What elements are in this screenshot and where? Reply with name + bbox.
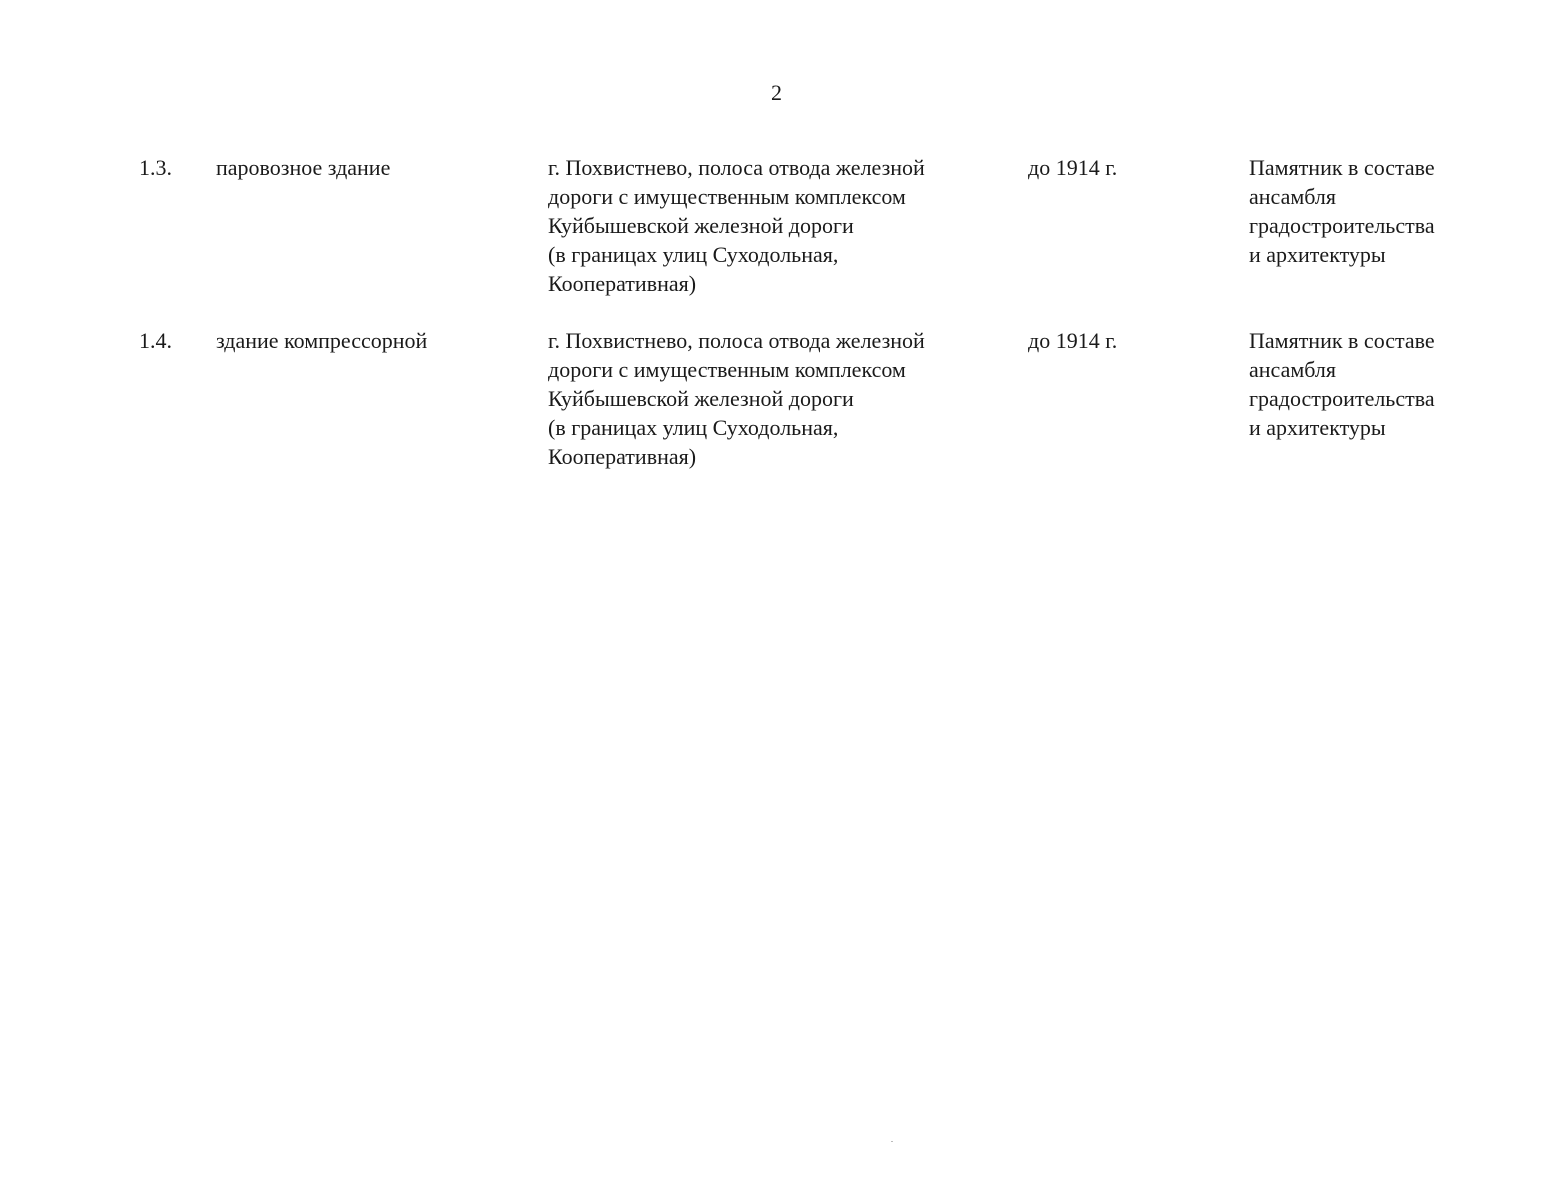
- address-line: дороги с имущественным комплексом: [548, 184, 906, 209]
- address-line: Кооперативная): [548, 444, 697, 469]
- object-date: до 1914 г.: [1028, 328, 1118, 353]
- category-line: ансамбля: [1249, 184, 1337, 209]
- address-line: г. Похвистнево, полоса отвода железной: [548, 155, 925, 180]
- page-number: 2: [771, 80, 782, 105]
- category-line: и архитектуры: [1249, 242, 1386, 267]
- object-address: [548, 153, 1008, 298]
- address-line: Куйбышевской железной дороги: [548, 213, 854, 238]
- object-category: [1249, 153, 1539, 269]
- address-line: Кооперативная): [548, 271, 697, 296]
- category-line: Памятник в составе: [1249, 328, 1435, 353]
- category-line: Памятник в составе: [1249, 155, 1435, 180]
- object-address: [548, 326, 1008, 471]
- object-name: здание компрессорной: [216, 328, 428, 353]
- object-date: до 1914 г.: [1028, 155, 1118, 180]
- category-line: градостроительства: [1249, 386, 1435, 411]
- category-line: ансамбля: [1249, 357, 1337, 382]
- scan-speck: [891, 1141, 893, 1142]
- address-line: дороги с имущественным комплексом: [548, 357, 906, 382]
- address-line: (в границах улиц Суходольная,: [548, 415, 839, 440]
- address-line: (в границах улиц Суходольная,: [548, 242, 839, 267]
- object-category: [1249, 326, 1539, 442]
- category-line: и архитектуры: [1249, 415, 1386, 440]
- row-number: 1.4.: [139, 328, 172, 353]
- address-line: г. Похвистнево, полоса отвода железной: [548, 328, 925, 353]
- address-line: Куйбышевской железной дороги: [548, 386, 854, 411]
- object-name: паровозное здание: [216, 155, 391, 180]
- category-line: градостроительства: [1249, 213, 1435, 238]
- row-number: 1.3.: [139, 155, 172, 180]
